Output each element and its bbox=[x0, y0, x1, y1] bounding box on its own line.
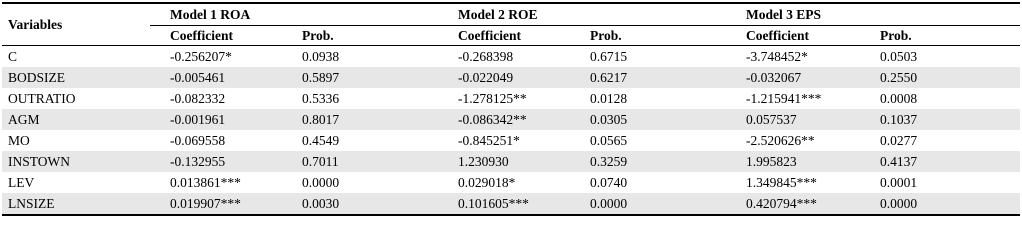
model-1-prob: 0.4549 bbox=[302, 132, 340, 148]
model-3-prob: 0.0000 bbox=[870, 193, 1020, 215]
model-3-coefficient: -3.748452* bbox=[746, 48, 808, 64]
model-1-coefficient: -0.256207* bbox=[170, 48, 232, 64]
model-3-prob: 0.0008 bbox=[880, 90, 918, 106]
model-1-prob: 0.0030 bbox=[292, 193, 438, 215]
table-body bbox=[2, 46, 1020, 216]
model-1-prob: 0.5336 bbox=[302, 90, 340, 106]
model-1-prob: 0.7011 bbox=[292, 151, 438, 172]
model-2-prob: 0.6217 bbox=[580, 67, 726, 88]
model-2-prob: 0.0740 bbox=[590, 174, 628, 190]
model-3-coefficient: 1.995823 bbox=[726, 151, 870, 172]
variable-name: BODSIZE bbox=[2, 67, 150, 88]
model-2-prob: 0.0128 bbox=[590, 90, 628, 106]
model-3-prob: 0.4137 bbox=[870, 151, 1020, 172]
model-1-coefficient: 0.019907*** bbox=[150, 193, 292, 215]
model-3-coefficient: 0.420794*** bbox=[726, 193, 870, 215]
model-1-coefficient: -0.005461 bbox=[150, 67, 292, 88]
model-1-coefficient: -0.082332 bbox=[170, 90, 226, 106]
model-1-prob-header: Prob. bbox=[292, 26, 438, 46]
model-2-prob: 0.0305 bbox=[580, 109, 726, 130]
model-2-coefficient: 0.029018* bbox=[458, 174, 516, 190]
variable-name: MO bbox=[8, 132, 30, 148]
model-3-coefficient-header: Coefficient bbox=[726, 26, 870, 46]
table-row bbox=[2, 151, 1020, 172]
model-3-prob-header: Prob. bbox=[870, 26, 1020, 46]
model-3-prob: 0.2550 bbox=[870, 67, 1020, 88]
table-row bbox=[2, 172, 1020, 193]
model-3-coefficient: 0.057537 bbox=[726, 109, 870, 130]
model-1-header: Model 1 ROA bbox=[150, 3, 438, 26]
model-3-prob: 0.0277 bbox=[880, 132, 918, 148]
variable-name: C bbox=[8, 48, 18, 64]
model-1-coefficient: -0.132955 bbox=[150, 151, 292, 172]
regression-results-table bbox=[2, 2, 1020, 216]
model-2-prob: 0.6715 bbox=[590, 48, 628, 64]
model-2-prob: 0.0565 bbox=[590, 132, 628, 148]
model-2-coefficient: -0.022049 bbox=[438, 67, 580, 88]
model-2-coefficient: -0.268398 bbox=[458, 48, 514, 64]
table-row bbox=[2, 109, 1020, 130]
model-3-prob: 0.0001 bbox=[880, 174, 918, 190]
model-1-prob: 0.5897 bbox=[292, 67, 438, 88]
model-3-prob: 0.1037 bbox=[870, 109, 1020, 130]
model-2-prob: 0.0000 bbox=[580, 193, 726, 215]
table-row bbox=[2, 46, 1020, 68]
model-1-coefficient: -0.069558 bbox=[170, 132, 226, 148]
variable-name: INSTOWN bbox=[2, 151, 150, 172]
variable-name: OUTRATIO bbox=[8, 90, 76, 106]
model-3-coefficient: 1.349845*** bbox=[746, 174, 817, 190]
model-2-coefficient-header: Coefficient bbox=[438, 26, 580, 46]
table-row bbox=[2, 193, 1020, 215]
variable-name: LEV bbox=[8, 174, 35, 190]
model-1-prob: 0.8017 bbox=[292, 109, 438, 130]
model-3-coefficient: -2.520626** bbox=[746, 132, 815, 148]
model-1-coefficient: 0.013861*** bbox=[170, 174, 241, 190]
variables-header: Variables bbox=[2, 3, 150, 46]
table-row bbox=[2, 130, 1020, 151]
model-3-coefficient: -1.215941*** bbox=[746, 90, 822, 106]
model-2-coefficient: -0.845251* bbox=[458, 132, 520, 148]
model-1-coefficient: -0.001961 bbox=[150, 109, 292, 130]
model-2-prob: 0.3259 bbox=[580, 151, 726, 172]
model-2-coefficient: 1.230930 bbox=[438, 151, 580, 172]
table-row bbox=[2, 88, 1020, 109]
model-3-header: Model 3 EPS bbox=[726, 3, 1020, 26]
table-row bbox=[2, 67, 1020, 88]
model-2-coefficient: -0.086342** bbox=[438, 109, 580, 130]
model-1-prob: 0.0938 bbox=[302, 48, 340, 64]
variable-name: AGM bbox=[2, 109, 150, 130]
model-1-coefficient-header: Coefficient bbox=[150, 26, 292, 46]
model-2-prob-header: Prob. bbox=[580, 26, 726, 46]
model-1-prob: 0.0000 bbox=[302, 174, 340, 190]
model-3-coefficient: -0.032067 bbox=[726, 67, 870, 88]
variable-name: LNSIZE bbox=[2, 193, 150, 215]
model-2-coefficient: 0.101605*** bbox=[438, 193, 580, 215]
model-2-coefficient: -1.278125** bbox=[458, 90, 527, 106]
model-3-prob: 0.0503 bbox=[880, 48, 918, 64]
model-2-header: Model 2 ROE bbox=[438, 3, 726, 26]
